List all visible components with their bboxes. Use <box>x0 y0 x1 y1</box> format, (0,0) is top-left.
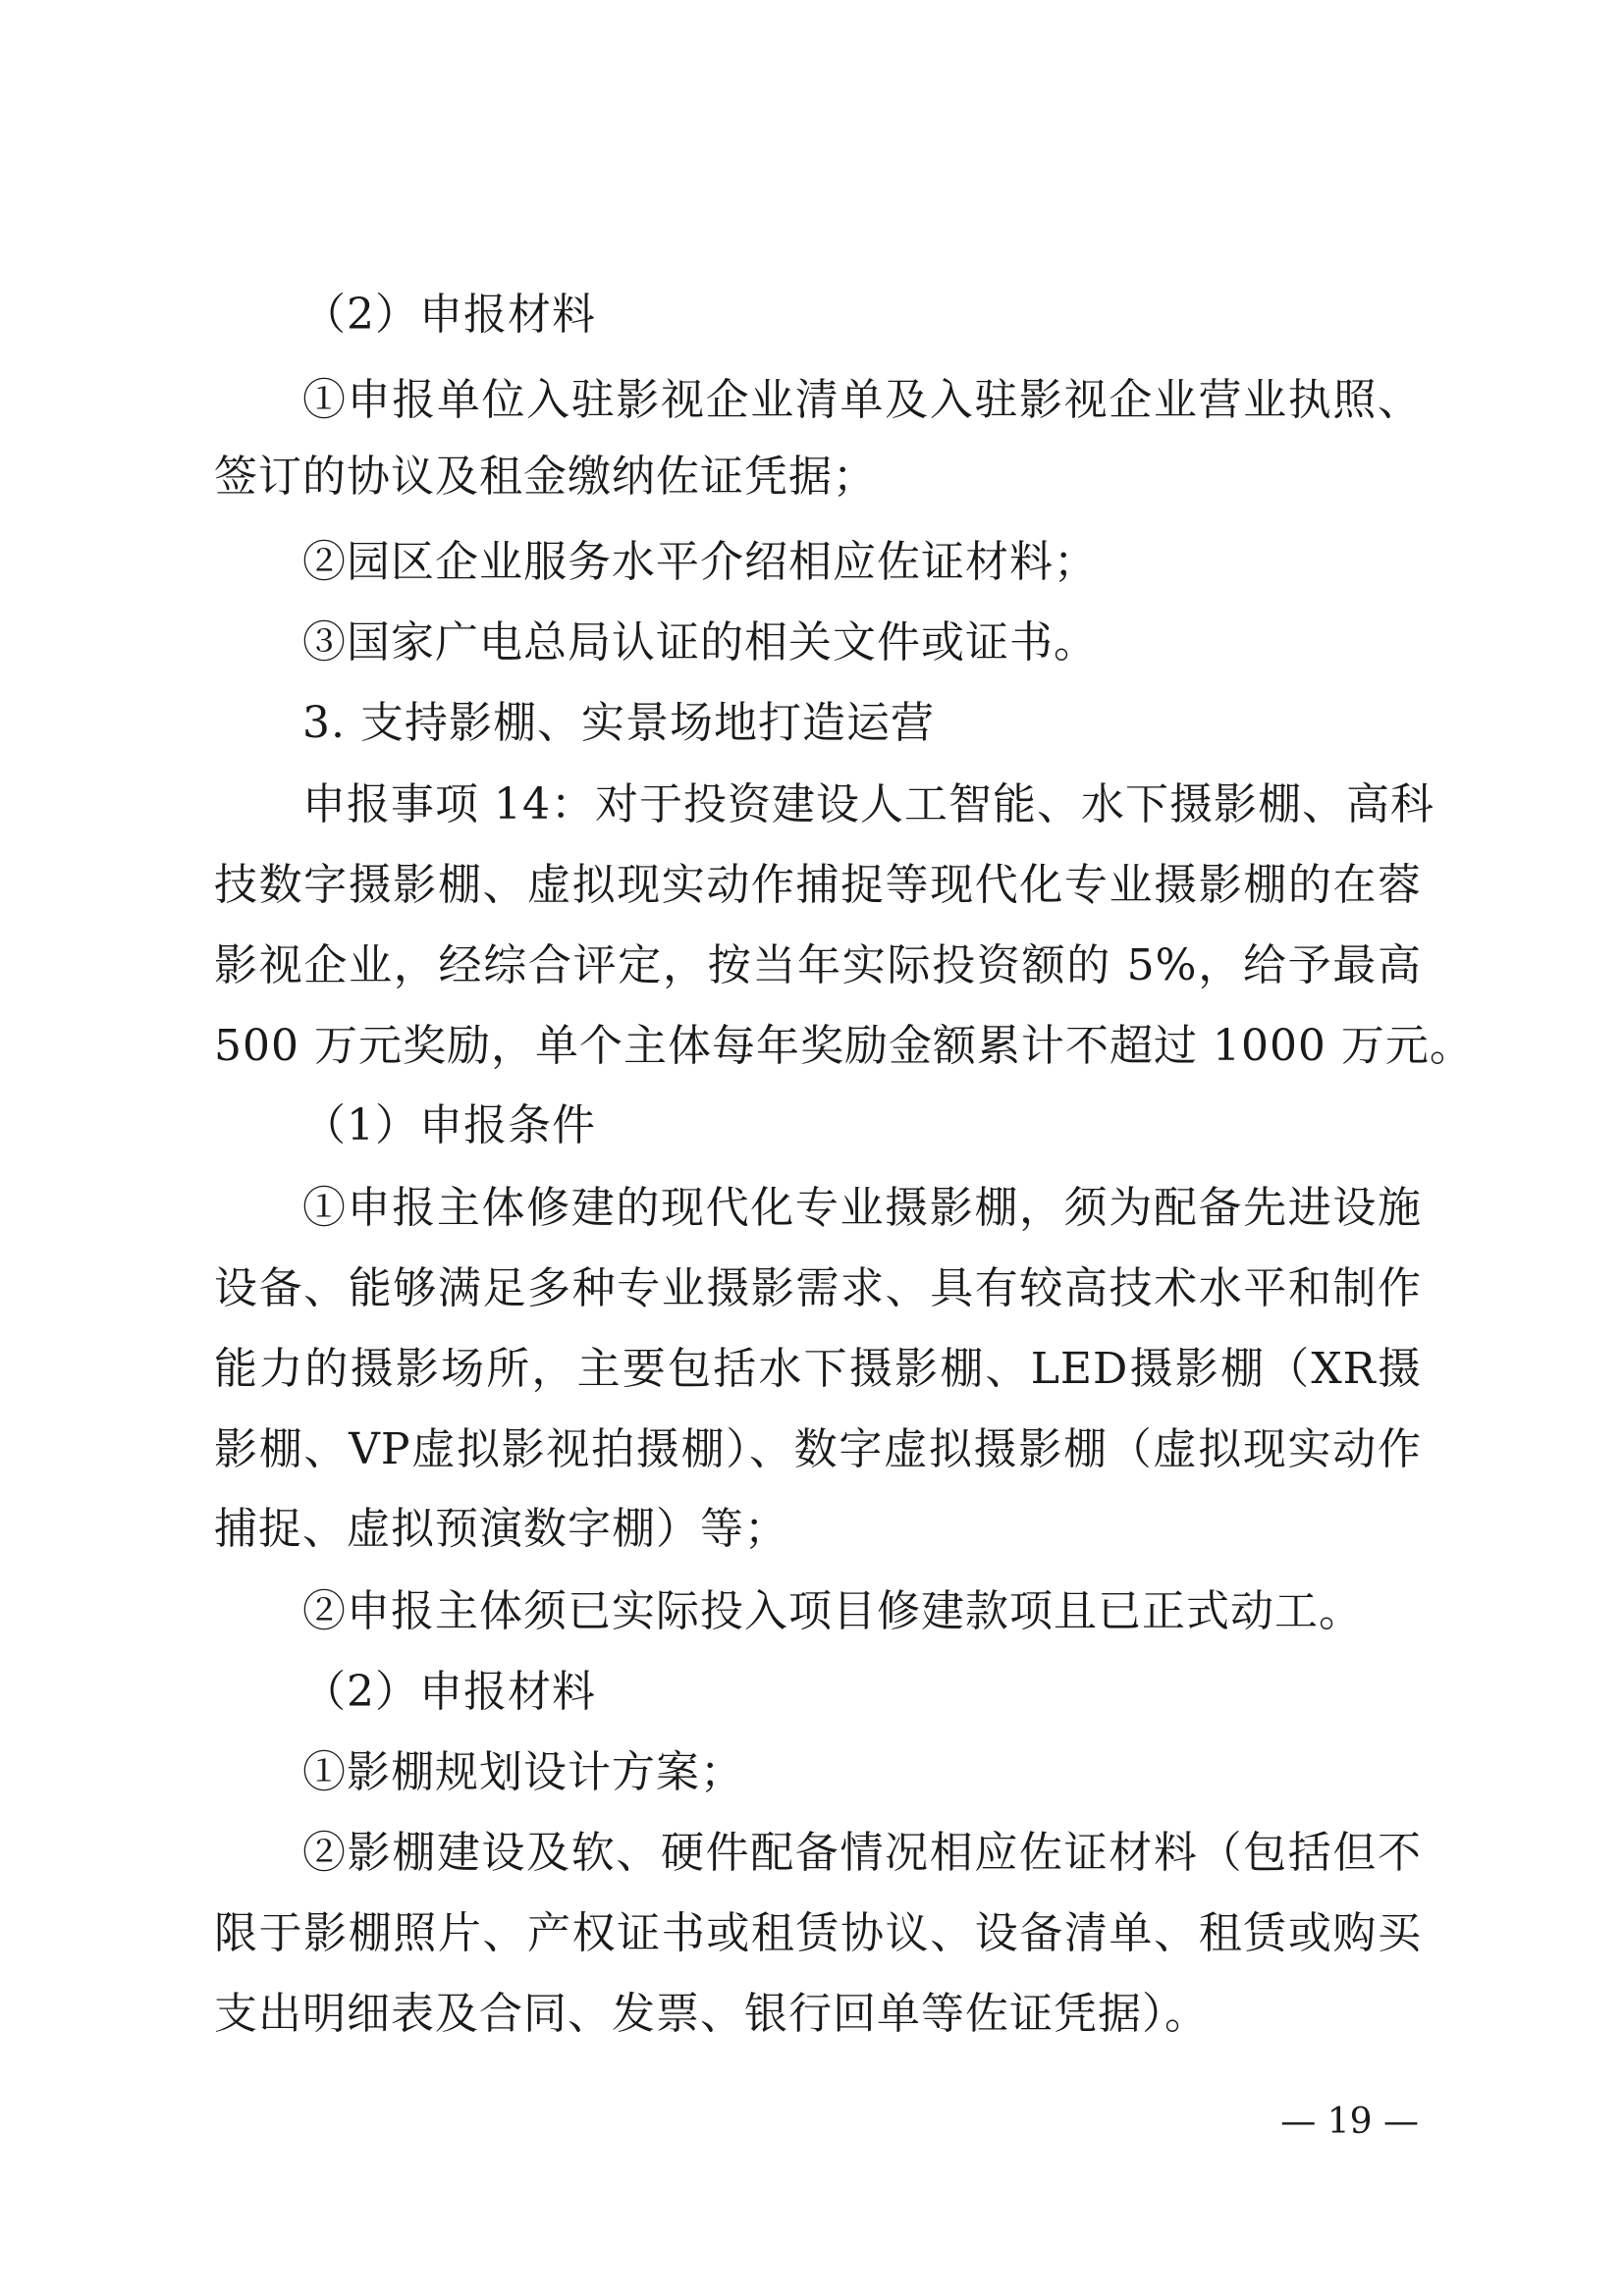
paragraph-line: 技数字摄影棚、虚拟现实动作捕捉等现代化专业摄影棚的在蓉 <box>214 860 1422 910</box>
paragraph-line: ②园区企业服务水平介绍相应佐证材料； <box>302 537 1098 587</box>
heading-application-conditions: （1）申报条件 <box>302 1100 596 1150</box>
paragraph-line: ①申报单位入驻影视企业清单及入驻影视企业营业执照、 <box>302 375 1422 425</box>
paragraph-line: 500 万元奖励，单个主体每年奖励金额累计不超过 1000 万元。 <box>214 1021 1474 1071</box>
paragraph-line: 影视企业，经综合评定，按当年实际投资额的 5%，给予最高 <box>214 940 1422 990</box>
section-heading: 3. 支持影棚、实景场地打造运营 <box>302 698 935 748</box>
paragraph-line: 能力的摄影场所，主要包括水下摄影棚、LED摄影棚（XR摄 <box>214 1344 1422 1394</box>
paragraph-line: ②影棚建设及软、硬件配备情况相应佐证材料（包括但不 <box>302 1828 1422 1878</box>
paragraph-line: ②申报主体须已实际投入项目修建款项且已正式动工。 <box>302 1586 1363 1636</box>
heading-application-materials: （2）申报材料 <box>302 1667 596 1717</box>
paragraph-line: 设备、能够满足多种专业摄影需求、具有较高技术水平和制作 <box>214 1263 1422 1313</box>
paragraph-line: 支出明细表及合同、发票、银行回单等佐证凭据）。 <box>214 1989 1209 2039</box>
paragraph-line: ①影棚规划设计方案； <box>302 1747 744 1797</box>
paragraph-line: ①申报主体修建的现代化专业摄影棚，须为配备先进设施 <box>302 1183 1422 1233</box>
page-number: — 19 — <box>1280 2102 1419 2142</box>
paragraph-line: 捕捉、虚拟预演数字棚）等； <box>214 1504 788 1554</box>
paragraph-line: 影棚、VP虚拟影视拍摄棚）、数字虚拟摄影棚（虚拟现实动作 <box>214 1424 1422 1474</box>
paragraph-line: ③国家广电总局认证的相关文件或证书。 <box>302 617 1098 667</box>
paragraph-line: 申报事项 14：对于投资建设人工智能、水下摄影棚、高科 <box>302 779 1435 829</box>
paragraph-line: 签订的协议及租金缴纳佐证凭据； <box>214 452 877 502</box>
heading-application-materials: （2）申报材料 <box>302 290 596 340</box>
paragraph-line: 限于影棚照片、产权证书或租赁协议、设备清单、租赁或购买 <box>214 1908 1422 1958</box>
